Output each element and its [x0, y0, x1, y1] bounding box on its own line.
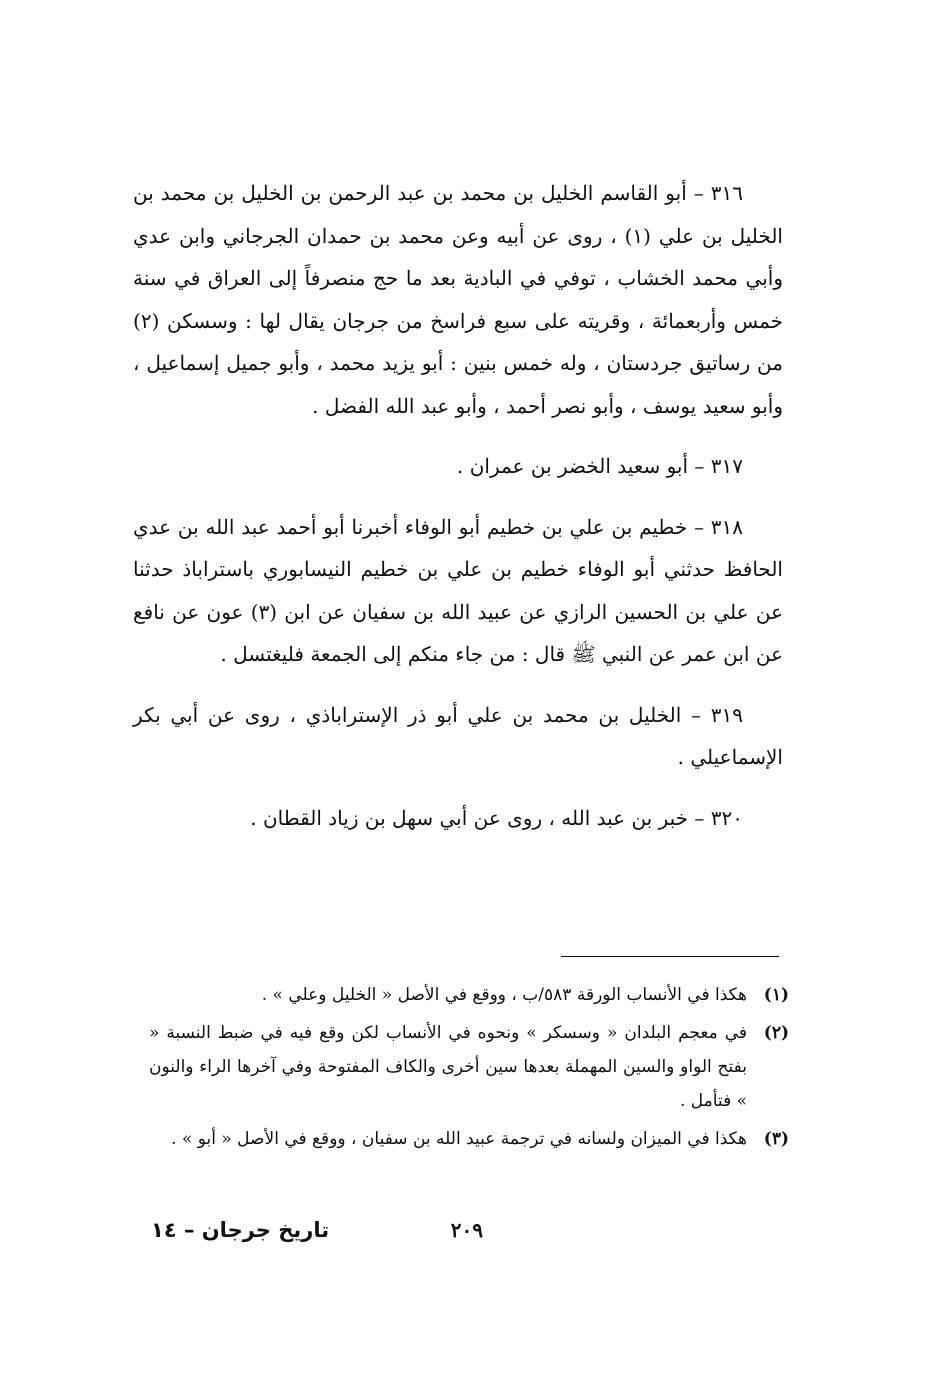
book-signature: تاريخ جرجان – ١٤ — [151, 1218, 330, 1242]
entry-319: ٣١٩ – الخليل بن محمد بن علي أبو ذر الإستراباذي ، روى عن أبي بكر الإسماعيلي . — [133, 702, 783, 769]
entry-317: ٣١٧ – أبو سعيد الخضر بن عمران . — [457, 454, 743, 478]
entry-318: ٣١٨ – خطيم بن علي بن خطيم أبو الوفاء أخبرنا أبو أحمد عبد الله بن عدي الحافظ حدثني أبو الوفاء خطيم بن علي بن خطيم النيسابوري باستراباذ حدثنا عن علي بن الحسين الرازي عن عبيد الله بن سفيان عن ابن (٣) عون عن نافع عن ابن عمر عن النبي ﷺ قال : من جاء منكم إلى الجمعة فليغتسل . — [133, 514, 784, 666]
entry-316: ٣١٦ – أبو القاسم الخليل بن محمد بن عبد الرحمن بن الخليل بن محمد بن الخليل بن علي (١) ، روى عن أبيه وعن محمد بن حمدان الجرجاني وابن عدي وأبي محمد الخشاب ، توفي في البادية بعد ما حج منصرفاً إلى العراق في سنة خمس وأربعمائة ، وقريته على سبع فراسخ من جرجان يقال لها : وسسكن (٢) من رساتيق جردستان ، وله خمس بنين : أبو يزيد محمد ، وأبو جميل إسماعيل ، وأبو سعيد يوسف ، وأبو نصر أحمد ، وأبو عبد الله الفضل . — [133, 181, 783, 418]
footnotes-block — [149, 978, 789, 1160]
page-number: ٢٠٩ — [450, 1218, 483, 1242]
main-text-block — [133, 172, 783, 857]
footnote-2 — [149, 1016, 789, 1118]
footnote-text: في معجم البلدان « وسسكر » ونحوه في الأنساب لكن وقع فيه في ضبط النسبة « بفتح الواو والسين المهملة بعدها سين أخرى والكاف المفتوحة وفي آخرها الراء والنون » فتأمل . — [149, 1023, 747, 1111]
footnote-1 — [149, 978, 789, 1012]
footnote-text: هكذا في الأنساب الورقة ٥٨٣/ب ، ووقع في الأصل « الخليل وعلي » . — [261, 985, 747, 1005]
entry-320: ٣٢٠ – خبر بن عبد الله ، روى عن أبي سهل بن زياد القطان . — [250, 805, 743, 830]
page-footer — [151, 1218, 791, 1258]
footnote-divider — [561, 956, 779, 957]
footnote-3 — [149, 1122, 789, 1156]
footnote-number: (١) — [763, 985, 789, 1005]
footnote-text: هكذا في الميزان ولسانه في ترجمة عبيد الله بن سفيان ، ووقع في الأصل « أبو » . — [171, 1129, 747, 1149]
footnote-number: (٢) — [763, 1023, 789, 1043]
footnote-number: (٣) — [763, 1129, 789, 1149]
